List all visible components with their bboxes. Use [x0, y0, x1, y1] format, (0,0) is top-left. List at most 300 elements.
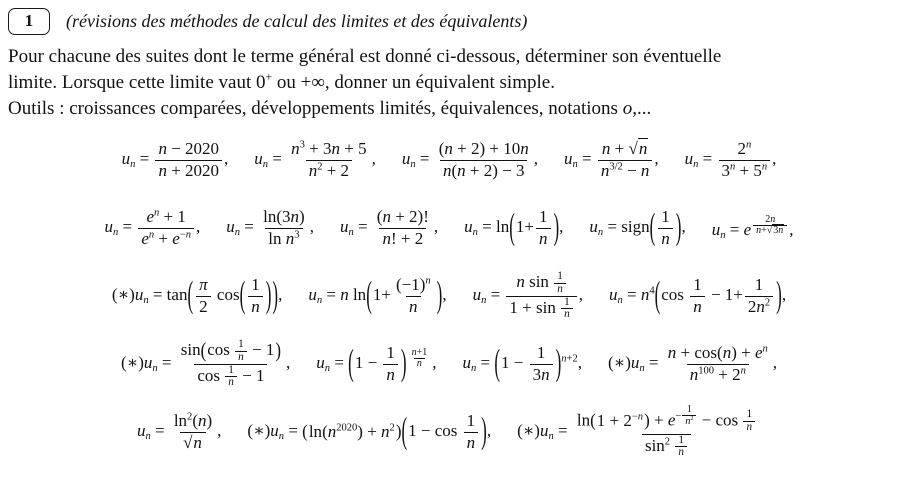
math-variable: n [308, 160, 318, 180]
math-variable: u [270, 420, 279, 440]
sqrt-radical [629, 138, 649, 158]
math-variable: n [637, 411, 644, 423]
right-paren: ) [275, 338, 282, 363]
paren-content [500, 343, 556, 385]
math-variable: n [730, 160, 736, 172]
math-text: (∗) [120, 352, 144, 372]
formula [121, 339, 290, 389]
math-text: , [286, 352, 291, 372]
denominator [180, 432, 206, 453]
math-variable: n [278, 431, 285, 443]
math-variable: n [693, 296, 702, 316]
fraction [719, 139, 771, 181]
math-variable: n [472, 227, 478, 239]
paren-group [590, 411, 650, 431]
math-text: 1 [661, 207, 670, 227]
math-variable: n [457, 160, 466, 180]
math-variable: n [130, 159, 136, 171]
math-text [556, 298, 560, 317]
math-text: (−1) [395, 275, 426, 295]
numerator [675, 435, 687, 447]
fraction [561, 297, 573, 322]
math-variable: n [520, 139, 529, 159]
function-name: cos [197, 365, 220, 385]
math-text: 3 [294, 228, 300, 240]
math-text: = [698, 148, 717, 168]
math-text: 1 − [408, 420, 435, 440]
math-text: = [268, 148, 287, 168]
math-text: , [196, 216, 201, 236]
intro-line [8, 70, 890, 96]
function-name: sin [536, 297, 556, 317]
math-variable: u [563, 148, 573, 168]
paren-content [655, 207, 676, 249]
denominator [719, 160, 771, 181]
math-variable: n [685, 416, 691, 428]
math-variable: e [146, 207, 154, 227]
math-text [230, 340, 234, 359]
denominator [530, 364, 553, 385]
left-paren: ( [302, 421, 308, 442]
math-text: = [322, 284, 341, 304]
paren-content [407, 411, 481, 453]
math-text: , [309, 216, 314, 236]
left-paren: ( [590, 410, 596, 431]
numerator [288, 139, 369, 159]
math-text [220, 366, 224, 385]
math-text: ( [438, 139, 445, 159]
formula [137, 411, 221, 453]
math-variable: n [689, 364, 699, 384]
math-variable: n [481, 295, 487, 307]
math-variable: e [743, 219, 752, 239]
math-variable: n [409, 296, 418, 316]
formula [685, 139, 777, 181]
numerator [513, 271, 569, 296]
math-text: − 1 [247, 340, 275, 360]
paren-group [201, 339, 281, 364]
math-variable: u [226, 216, 235, 236]
superscript [690, 415, 693, 422]
math-text: 4 [649, 285, 655, 297]
numerator [383, 343, 398, 363]
denominator [379, 228, 426, 249]
numerator [561, 297, 573, 309]
formula [308, 275, 446, 317]
math-text: 2 [187, 411, 193, 423]
math-variable: e [754, 343, 763, 363]
math-text: + [649, 410, 668, 430]
numerator [690, 275, 705, 295]
fraction [598, 139, 653, 181]
fraction [464, 411, 479, 453]
math-variable: u [711, 219, 721, 239]
denominator [265, 228, 302, 249]
superscript [698, 365, 714, 376]
math-text: − [631, 411, 638, 423]
numerator [374, 207, 432, 227]
denominator [155, 160, 222, 181]
math-variable: n [331, 139, 341, 159]
fraction [436, 139, 532, 181]
math-variable: n [410, 159, 416, 171]
math-variable: n [416, 358, 422, 370]
denominator [658, 228, 673, 249]
math-text: 1 [466, 411, 476, 431]
fraction [248, 275, 263, 317]
right-paren: ) [265, 273, 272, 315]
exercise-number-box [8, 8, 50, 35]
numerator [684, 405, 695, 416]
math-text: (∗) [111, 284, 135, 304]
math-text: ( [192, 411, 198, 431]
radicand [638, 138, 649, 158]
function-name: sin [644, 435, 665, 455]
formula [608, 343, 777, 385]
math-variable: n [516, 272, 525, 292]
math-variable: n [291, 139, 300, 159]
right-paren: ) [395, 421, 402, 442]
math-variable: n [324, 363, 331, 375]
formula [247, 411, 491, 453]
math-text: +2 [566, 353, 578, 365]
plain-text: limite. Lorsque cette limite vaut 0 [8, 72, 266, 93]
math-text: 2 [747, 296, 757, 316]
math-variable: u [608, 284, 618, 304]
math-text: , [432, 352, 437, 372]
math-text: 1 − [501, 352, 528, 372]
paren-content [515, 207, 554, 249]
math-text: 1 [251, 275, 260, 295]
math-text: + [154, 228, 173, 248]
math-variable: n [756, 296, 765, 316]
math-variable: n [381, 421, 390, 441]
numerator [665, 343, 771, 363]
function-name: cos [207, 340, 230, 360]
denominator [690, 296, 705, 317]
denominator [675, 446, 687, 459]
math-variable: n [154, 207, 160, 219]
math-text: + 3 [304, 139, 332, 159]
function-name: ln [268, 228, 282, 248]
formula-row [8, 398, 890, 466]
fraction [225, 365, 237, 390]
math-text: ( [717, 343, 723, 363]
superscript [407, 346, 433, 370]
left-paren: ( [649, 205, 656, 247]
numerator [658, 207, 673, 227]
fraction [138, 207, 194, 249]
formula [340, 207, 438, 249]
intro-paragraph [8, 44, 890, 122]
math-variable: n [234, 227, 241, 239]
math-variable: n [197, 411, 207, 431]
math-variable: u [136, 420, 146, 440]
fraction [675, 435, 687, 460]
fraction [383, 343, 398, 385]
denominator [682, 415, 696, 427]
math-text: , [654, 148, 659, 168]
math-variable: n [290, 207, 300, 227]
formula [254, 139, 376, 181]
math-text: + 5 [735, 160, 762, 180]
formula [316, 343, 436, 385]
left-paren: ( [401, 409, 408, 451]
exercise-number: 1 [24, 11, 34, 30]
left-paren: ( [200, 338, 207, 363]
paren-group [494, 343, 561, 385]
math-text: (3 [276, 207, 291, 227]
intro-line [8, 96, 890, 122]
function-name: tan [166, 284, 188, 304]
superscript [425, 276, 430, 287]
math-variable: n [722, 343, 732, 363]
right-paren: ) [555, 341, 562, 383]
fraction [682, 405, 696, 428]
radical-sign: √ [628, 139, 638, 159]
math-text: ( [451, 160, 458, 180]
math-text [684, 285, 688, 304]
function-name: ln [496, 216, 510, 236]
math-text: , [433, 216, 439, 236]
numerator [734, 139, 754, 159]
math-text: = [622, 284, 641, 304]
fraction [506, 271, 576, 321]
denominator [753, 225, 787, 237]
math-text: = [330, 352, 349, 372]
superscript [765, 297, 770, 308]
denominator [138, 228, 194, 249]
math-text [670, 436, 674, 455]
superscript [561, 353, 577, 364]
math-text: , [772, 148, 777, 168]
math-variable: n [143, 295, 149, 307]
paren-content [660, 275, 776, 317]
superscript [609, 161, 622, 172]
right-paren: ) [675, 205, 682, 247]
math-text: , [442, 284, 447, 304]
paren-content [245, 275, 266, 317]
math-text: 2 [664, 436, 671, 448]
math-text: , [781, 284, 787, 304]
math-variable: n [548, 431, 554, 443]
denominator [194, 364, 267, 390]
math-text: − [697, 410, 716, 430]
function-name: ln [173, 411, 188, 431]
numerator [171, 411, 215, 431]
function-name: cos [694, 343, 718, 363]
superscript [746, 140, 751, 151]
math-text: = [644, 352, 663, 372]
formula [589, 207, 685, 249]
numerator [235, 339, 247, 351]
math-text: + [610, 139, 629, 159]
numerator [393, 275, 434, 295]
math-variable: u [630, 352, 640, 372]
math-text: = [157, 352, 176, 372]
math-text: = [603, 216, 622, 236]
function-name: cos [715, 410, 739, 430]
left-paren: ( [187, 273, 194, 315]
math-text: − [675, 410, 682, 422]
denominator [598, 160, 653, 181]
math-text: 1 [238, 337, 244, 350]
math-variable: n [470, 363, 477, 375]
math-text: − [179, 228, 186, 240]
fraction [690, 275, 705, 317]
math-text: + [676, 343, 695, 363]
math-variable: n [720, 229, 726, 241]
sqrt-radical [183, 432, 203, 452]
formula-row [8, 194, 890, 262]
fraction [288, 139, 369, 181]
denominator [440, 160, 528, 181]
math-text: = [148, 284, 167, 304]
math-variable: n [678, 446, 684, 459]
math-text: 1 [539, 207, 548, 227]
math-variable: n [564, 308, 570, 321]
function-name: ln [308, 421, 323, 441]
numerator [196, 275, 211, 295]
math-variable: π [199, 275, 208, 295]
math-variable: n [762, 343, 768, 355]
fraction [658, 207, 673, 249]
math-variable: n [557, 282, 563, 295]
formula [462, 343, 582, 385]
math-variable: n [770, 213, 776, 225]
math-text: = [553, 420, 572, 440]
math-variable: n [411, 346, 417, 358]
radicand [772, 224, 784, 236]
math-variable: n [541, 364, 550, 384]
paren-group [366, 275, 442, 317]
math-variable: n [112, 227, 119, 239]
math-variable: n [145, 431, 151, 443]
superscript [763, 344, 768, 355]
radical-sign: √ [766, 225, 773, 237]
fraction [536, 207, 551, 249]
math-variable: u [462, 352, 471, 372]
math-variable: n [539, 228, 548, 248]
math-variable: n [572, 159, 578, 171]
math-text: , [533, 148, 538, 168]
math-text: 1 [228, 363, 234, 376]
math-text: 3 [532, 364, 542, 384]
paren-content [372, 275, 437, 317]
fraction [393, 275, 434, 317]
denominator [687, 364, 749, 385]
math-text: , [681, 216, 686, 236]
right-paren: ) [481, 409, 487, 451]
math-variable: n [158, 139, 167, 159]
math-variable: n [340, 284, 349, 304]
math-variable: n [638, 139, 648, 159]
formula [473, 271, 583, 321]
math-text: 1 [754, 275, 764, 295]
math-variable: n [661, 228, 670, 248]
math-text: 2020 [336, 422, 358, 434]
math-text: 2 [389, 422, 395, 434]
math-variable: u [104, 216, 113, 236]
math-variable: e [141, 228, 149, 248]
fraction [753, 215, 787, 237]
math-variable: n [561, 353, 567, 365]
right-paren: ) [553, 205, 560, 247]
superscript [390, 422, 395, 433]
numerator [534, 343, 549, 363]
denominator [225, 376, 237, 389]
fraction [155, 139, 222, 181]
math-text: (∗) [608, 352, 631, 372]
paren-group [401, 411, 486, 453]
fraction [171, 411, 215, 453]
denominator [743, 421, 755, 434]
superscript [751, 213, 789, 237]
paren-group [240, 275, 272, 317]
math-text: = [415, 148, 434, 168]
math-text: + 5 [340, 139, 367, 159]
math-variable: u [472, 284, 482, 304]
math-text: − 1+ [706, 284, 743, 304]
formula-rows [8, 126, 890, 466]
fraction [374, 207, 432, 249]
math-text: = [476, 352, 495, 372]
formula [402, 139, 538, 181]
math-variable: n [639, 363, 645, 375]
plain-text: Outils : croissances comparées, développements limités, équivalences, notations [8, 98, 623, 119]
formula-row [8, 330, 890, 398]
math-text: , [278, 284, 283, 304]
formula [564, 139, 659, 181]
math-variable: n [262, 159, 269, 171]
function-name: cos [216, 284, 240, 304]
intro-line [8, 44, 890, 70]
denominator [383, 364, 398, 385]
math-variable: u [121, 148, 131, 168]
formula [609, 275, 786, 317]
math-text: + 1 [159, 207, 186, 227]
numerator [260, 207, 308, 227]
denominator [561, 308, 573, 321]
math-text [738, 410, 742, 429]
math-text: 1+ [372, 284, 391, 304]
formula [112, 275, 282, 317]
denominator [554, 283, 566, 296]
math-variable: n [185, 228, 191, 240]
math-text: 1 [386, 343, 395, 363]
math-text: 2 [317, 160, 323, 172]
math-variable: n [617, 295, 623, 307]
math-text: = [577, 148, 596, 168]
fraction [260, 207, 308, 249]
fraction [665, 343, 771, 385]
exercise-header [8, 6, 890, 36]
math-text: + [265, 70, 273, 84]
math-text: 1 [536, 343, 546, 363]
math-variable: n [746, 420, 753, 433]
math-variable: n [152, 363, 158, 375]
right-paren: ) [436, 273, 443, 315]
denominator [464, 432, 479, 453]
fraction [745, 275, 773, 317]
math-variable: n [316, 295, 323, 307]
math-text: , [224, 148, 229, 168]
math-text: 1 [564, 295, 570, 308]
math-variable: n [444, 139, 453, 159]
math-text: ) [299, 207, 305, 227]
plain-text: ou +∞, donner un équivalent simple. [272, 72, 555, 93]
plain-text: ,... [632, 98, 652, 119]
